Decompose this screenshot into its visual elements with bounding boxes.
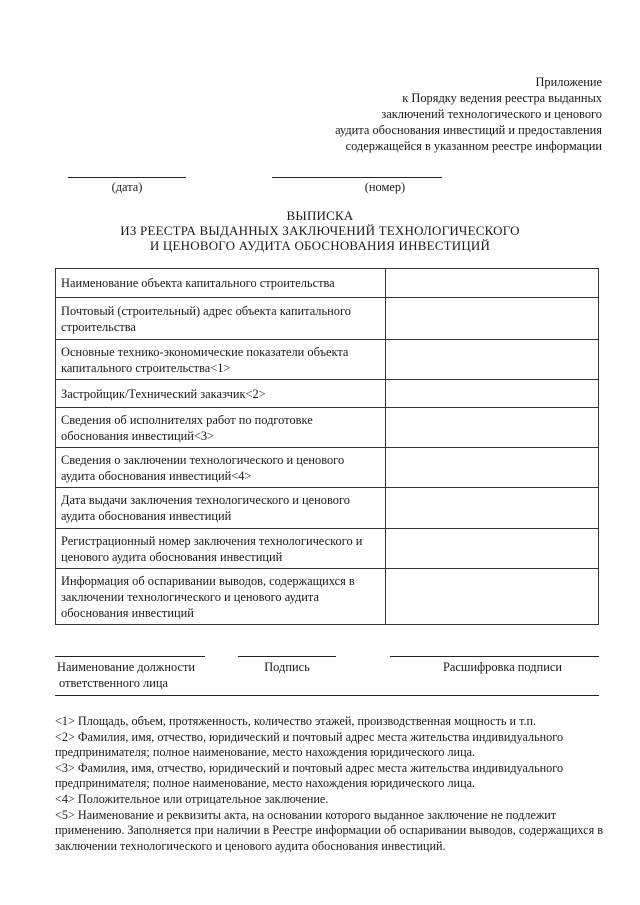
position-label bbox=[57, 659, 217, 691]
row-label: Дата выдачи заключения технологического и ценового аудита обоснования инвестиций bbox=[56, 488, 386, 529]
separator-line bbox=[55, 695, 599, 696]
row-value bbox=[385, 269, 598, 298]
appendix-line: содержащейся в указанном реестре информации bbox=[345, 139, 602, 153]
row-label: Основные технико-экономические показатели объекта капитального строительства<1> bbox=[56, 340, 386, 380]
table-row bbox=[56, 269, 599, 298]
footnote: <3> Фамилия, имя, отчество, юридический и почтовый адрес места жительства индивидуального предпринимателя; полное наименование, место нахождения юридического лица. bbox=[55, 760, 564, 791]
row-label: Информация об оспаривании выводов, содержащихся в заключении технологического и ценового аудита обоснования инвестиций bbox=[56, 569, 386, 625]
table-row bbox=[56, 408, 599, 448]
row-label: Регистрационный номер заключения технологического и ценового аудита обоснования инвестиций bbox=[56, 529, 386, 569]
date-label: (дата) bbox=[111, 180, 143, 194]
table-row bbox=[56, 569, 599, 625]
table-row bbox=[56, 380, 599, 408]
footnote: <2> Фамилия, имя, отчество, юридический и почтовый адрес места жительства индивидуального предпринимателя; полное наименование, место нахождения юридического лица. bbox=[55, 729, 564, 760]
table-row bbox=[56, 488, 599, 529]
row-value bbox=[385, 380, 598, 408]
appendix-line: к Порядку ведения реестра выданных bbox=[402, 91, 602, 105]
document-title bbox=[0, 208, 640, 253]
row-value bbox=[385, 298, 598, 340]
table-row bbox=[56, 298, 599, 340]
title-line: ВЫПИСКА bbox=[286, 208, 354, 223]
row-value bbox=[385, 569, 598, 625]
decoding-signature-line bbox=[390, 656, 599, 657]
row-value bbox=[385, 340, 598, 380]
appendix-header bbox=[262, 74, 602, 154]
footnote: <5> Наименование и реквизиты акта, на основании которого выданное заключение не подлежит применению. Заполняется при наличии в Реестре информации об оспаривании выводов, содержащихся в заключении технологического и ценового аудита обоснования инвестиций. bbox=[55, 807, 603, 853]
row-value bbox=[385, 448, 598, 488]
table-row bbox=[56, 448, 599, 488]
table-row bbox=[56, 529, 599, 569]
signature-label: Подпись bbox=[264, 660, 310, 674]
appendix-line: заключений технологического и ценового bbox=[381, 107, 602, 121]
position-signature-line bbox=[55, 656, 205, 657]
title-line: И ЦЕНОВОГО АУДИТА ОБОСНОВАНИЯ ИНВЕСТИЦИЙ bbox=[149, 238, 491, 253]
position-label-line: ответственного лица bbox=[59, 676, 168, 690]
row-value bbox=[385, 408, 598, 448]
date-blank-line bbox=[68, 177, 186, 178]
appendix-line: Приложение bbox=[535, 75, 602, 89]
row-label: Сведения о заключении технологического и ценового аудита обоснования инвестиций<4> bbox=[56, 448, 386, 488]
number-label: (номер) bbox=[364, 180, 406, 194]
footnote: <4> Положительное или отрицательное заключение. bbox=[55, 791, 329, 806]
number-blank-line bbox=[272, 177, 442, 178]
signature-line bbox=[238, 656, 336, 657]
row-label: Почтовый (строительный) адрес объекта капитального строительства bbox=[56, 298, 386, 340]
decoding-label: Расшифровка подписи bbox=[443, 660, 562, 674]
title-line: ИЗ РЕЕСТРА ВЫДАННЫХ ЗАКЛЮЧЕНИЙ ТЕХНОЛОГИЧЕСКОГО bbox=[120, 223, 520, 238]
row-label: Сведения об исполнителях работ по подготовке обоснования инвестиций<3> bbox=[56, 408, 386, 448]
row-label: Застройщик/Технический заказчик<2> bbox=[56, 380, 386, 408]
appendix-line: аудита обоснования инвестиций и предоставления bbox=[335, 123, 602, 137]
row-label: Наименование объекта капитального строительства bbox=[56, 269, 386, 298]
position-label-line: Наименование должности bbox=[57, 660, 196, 674]
footnote: <1> Площадь, объем, протяженность, количество этажей, производственная мощность и т.п. bbox=[55, 714, 537, 728]
extract-table bbox=[55, 268, 599, 625]
row-value bbox=[385, 529, 598, 569]
row-value bbox=[385, 488, 598, 529]
table-row bbox=[56, 340, 599, 380]
footnotes bbox=[55, 714, 603, 854]
